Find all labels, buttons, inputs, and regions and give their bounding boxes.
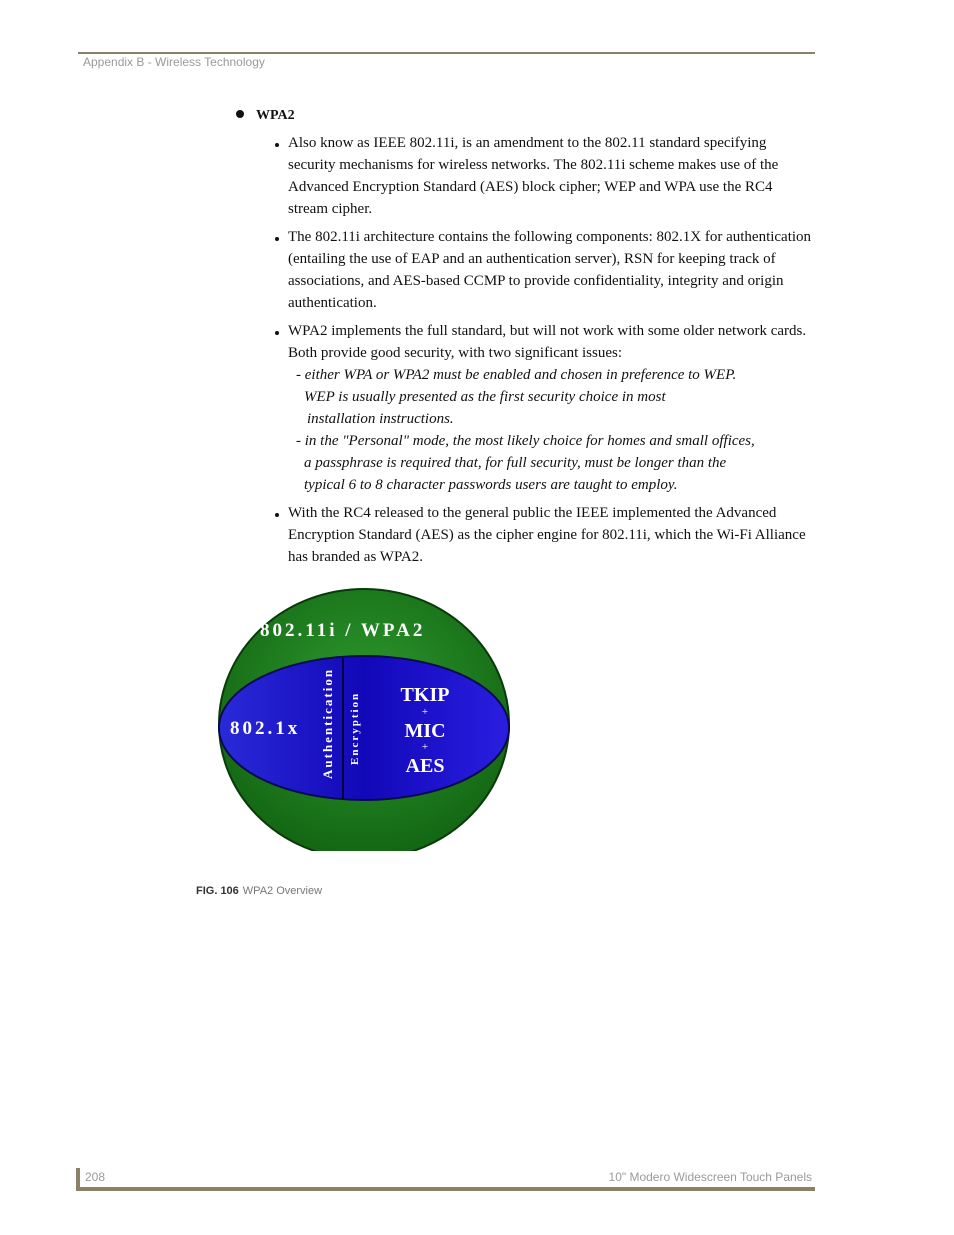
issue-line: typical 6 to 8 character passwords users are taught to employ. [304,477,678,493]
main-bullet-label: WPA2 [256,108,295,123]
diagram-title: 802.11i / WPA2 [260,620,426,641]
footer-doc-title: 10" Modero Widescreen Touch Panels [608,1170,812,1184]
issue-line: WEP is usually presented as the first security choice in most [304,389,666,405]
diagram-label-8021x: 802.1x [230,718,301,739]
bullet-dot [275,513,279,517]
diagram-label-encryption: Encryption [349,691,361,765]
bullet-dot [236,110,244,118]
page-number: 208 [85,1170,106,1184]
header-section: Appendix B - Wireless Technology [83,55,265,69]
list-item-text: Also know as IEEE 802.11i, is an amendment to the 802.11 standard specifying security mechanisms for wireless networks. The 802.11i scheme makes use of the Advanced Encryption Standard (AES) block cipher; WEP and WPA use the RC4 stream cipher. [288,135,779,217]
list-item [272,320,812,496]
bullet-dot [275,237,279,241]
diagram-label-aes: AES [405,755,445,777]
figure-caption [196,885,322,897]
diagram-label-authentication: Authentication [320,667,335,779]
footer-rule [76,1187,815,1191]
diagram-label-tkip: TKIP [400,684,450,706]
issue-line: - either WPA or WPA2 must be enabled and chosen in preference to WEP. [296,367,737,383]
bullet-dot [275,143,279,147]
header-rule [78,52,815,54]
diagram-label-mic: MIC [404,720,446,742]
diagram-plus: + [421,706,429,718]
list-item-text: With the RC4 released to the general public the IEEE implemented the Advanced Encryption Standard (AES) as the cipher engine for 802.11i, which the Wi-Fi Alliance has branded as WPA2. [288,505,806,565]
issue-line: a passphrase is required that, for full security, must be longer than the [304,455,727,471]
content-body [272,132,812,574]
issue-list [288,364,812,496]
issue-line: - in the "Personal" mode, the most likely choice for homes and small offices, [296,433,755,449]
bullet-dot [275,331,279,335]
list-item [272,132,812,220]
list-item [272,502,812,568]
list-item-text: WPA2 implements the full standard, but will not work with some older network cards. Both provide good security, with two significant issues: [288,323,807,361]
list-item-text: The 802.11i architecture contains the following components: 802.1X for authentication (entailing the use of EAP and an authentication server), RSN for keeping track of associations, and AES-based CCMP to provide confidentiality, integrity and origin authentication. [288,229,812,311]
issue-line: installation instructions. [307,411,454,427]
caption-label: FIG. 106 [196,885,239,897]
caption-text: WPA2 Overview [242,885,323,897]
list-item [272,226,812,314]
diagram-plus: + [421,741,429,753]
main-bullet-wpa2 [236,108,295,124]
